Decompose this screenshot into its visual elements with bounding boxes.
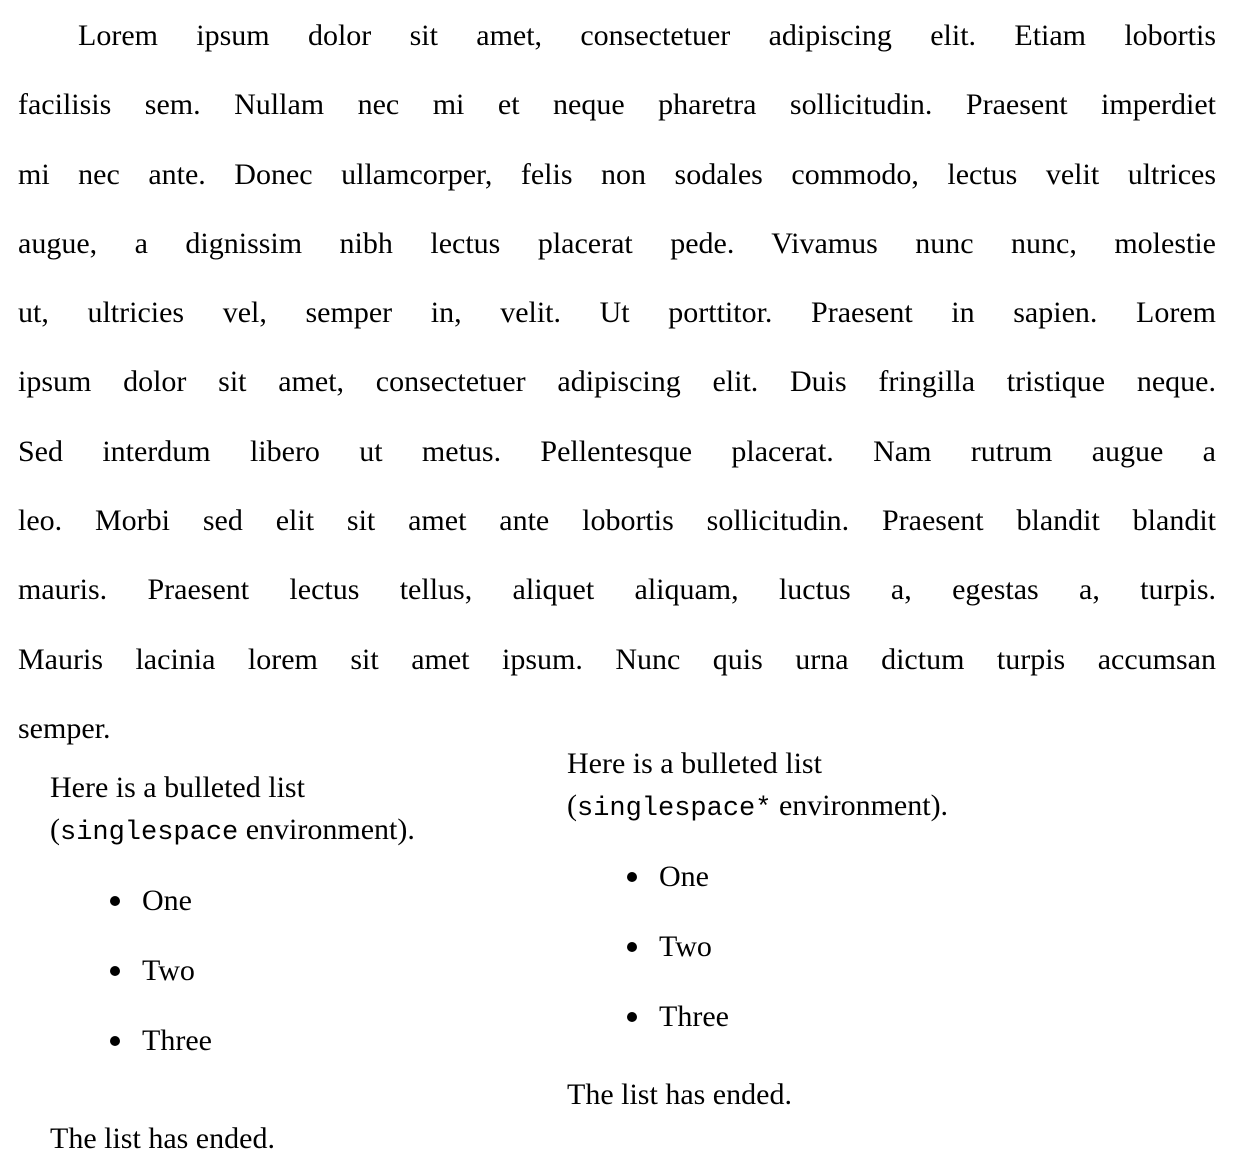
singlespace-star-column [567, 743, 1045, 1160]
singlespace-column [50, 743, 512, 1160]
list-ended-text: The list has ended. [567, 1078, 792, 1112]
list-item [567, 926, 1045, 968]
list-intro-line-1: Here is a bulleted list [567, 747, 822, 781]
list-item [50, 1020, 512, 1062]
bulleted-list [567, 856, 1045, 1038]
environment-name-code: singlespace* [577, 794, 772, 825]
bulleted-list [50, 880, 512, 1062]
paragraph-line: Mauris lacinia lorem sit amet ipsum. Nunc quis urna dictum turpis accumsan [18, 642, 1216, 676]
list-item-label: Three [142, 1024, 212, 1058]
bullet-icon [110, 896, 120, 906]
bullet-icon [110, 966, 120, 976]
list-item-label: Two [659, 930, 712, 964]
bullet-icon [627, 872, 637, 882]
paragraph-line: augue, a dignissim nibh lectus placerat pede. Vivamus nunc nunc, molestie [18, 226, 1216, 260]
list-ended-text: The list has ended. [50, 1122, 275, 1156]
two-column-list-section [0, 743, 1235, 1160]
list-item-label: One [142, 884, 192, 918]
bullet-icon [627, 1012, 637, 1022]
list-item [50, 950, 512, 992]
paragraph-line: mi nec ante. Donec ullamcorper, felis non sodales commodo, lectus velit ultrices [18, 157, 1216, 191]
intro-rest: environment). [771, 789, 949, 823]
list-intro-line-2 [567, 785, 1045, 830]
bullet-icon [110, 1036, 120, 1046]
paragraph-line: ipsum dolor sit amet, consectetuer adipiscing elit. Duis fringilla tristique neque. [18, 365, 1216, 399]
paragraph-line: mauris. Praesent lectus tellus, aliquet aliquam, luctus a, egestas a, turpis. [18, 573, 1216, 607]
paragraph-line: ut, ultricies vel, semper in, velit. Ut porttitor. Praesent in sapien. Lorem [18, 296, 1216, 330]
list-item-label: One [659, 860, 709, 894]
paren-open: ( [50, 813, 60, 847]
environment-name-code: singlespace [60, 818, 239, 849]
list-item-label: Two [142, 954, 195, 988]
list-item [567, 856, 1045, 898]
list-item-label: Three [659, 1000, 729, 1034]
list-item [50, 880, 512, 922]
paragraph-line: semper. [18, 711, 111, 745]
lorem-paragraph [18, 0, 1216, 763]
list-item [567, 996, 1045, 1038]
paragraph-line: leo. Morbi sed elit sit amet ante lobortis sollicitudin. Praesent blandit blandit [18, 504, 1216, 538]
paragraph-line: facilisis sem. Nullam nec mi et neque pharetra sollicitudin. Praesent imperdiet [18, 88, 1216, 122]
list-intro-line-1: Here is a bulleted list [50, 771, 305, 805]
bullet-icon [627, 942, 637, 952]
paren-open: ( [567, 789, 577, 823]
paragraph-line: Sed interdum libero ut metus. Pellentesque placerat. Nam rutrum augue a [18, 434, 1216, 468]
paragraph-line: Lorem ipsum dolor sit amet, consectetuer adipiscing elit. Etiam lobortis [78, 19, 1216, 52]
intro-rest: environment). [238, 813, 415, 847]
list-intro-line-2 [50, 809, 512, 854]
